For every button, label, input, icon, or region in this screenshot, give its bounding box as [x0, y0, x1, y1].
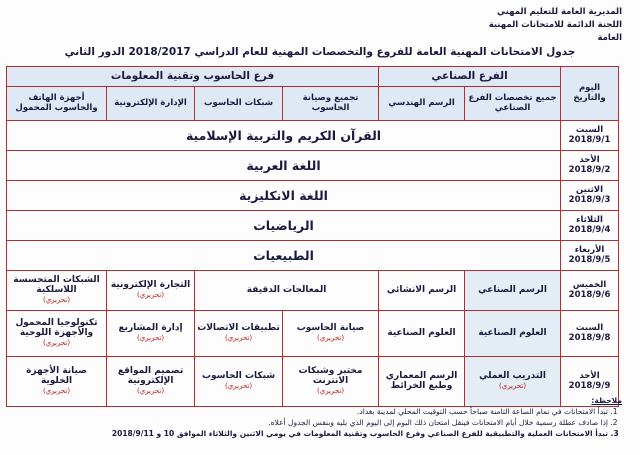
- subject-cell: تكنولوجيا المحمول والأجهزة اللوحية (تحريري): [7, 311, 107, 357]
- subject-cell: صيانة الأجهزة الخلوية (تحريري): [7, 357, 107, 407]
- day-cell: الأحد 2018/9/2: [561, 151, 619, 181]
- header-line-1: المديرية العامة للتعليم المهني: [497, 7, 622, 17]
- header-phones: أجهزة الهاتف والحاسوب المحمول: [7, 87, 107, 121]
- note-3: 3. تبدأ الامتحانات العملية والتطبيقية للفرع الصناعي وفرع الحاسوب وتقنية المعلومات في يومي الاثنين والثلاثاء الموافق 10 و 2018/9/11: [12, 428, 608, 439]
- exam-schedule-table: [6, 66, 619, 407]
- header-day-date: اليوم والتاريخ: [561, 67, 619, 121]
- table-row: [7, 211, 619, 241]
- subject-cell: المعالجات الدقيقة: [195, 271, 379, 311]
- header-ind-all: جميع تخصصات الفرع الصناعي: [465, 87, 561, 121]
- page-title: جدول الامتحانات المهنية العامة للفروع والتخصصات المهنية للعام الدراسي 2018/2017 الدور الثاني: [64, 46, 576, 58]
- note-1: 1. تبدأ الامتحانات في تمام الساعة الثامنة صباحاً حسب التوقيت المحلي لمدينة بغداد.: [12, 406, 608, 417]
- subject-cell: مختبر وشبكات الانترنت (تحريري): [283, 357, 379, 407]
- notes-label: ملاحظة:: [591, 396, 622, 405]
- subject-cell: التجارة الإلكترونية (تحريري): [107, 271, 195, 311]
- day-cell: الأحد 2018/9/9: [561, 357, 619, 407]
- notes-section: [12, 395, 622, 439]
- header-comp-networks: شبكات الحاسوب: [195, 87, 283, 121]
- table-row: [7, 121, 619, 151]
- header-industrial-branch: الفرع الصناعي: [379, 67, 561, 87]
- day-cell: السبت 2018/9/1: [561, 121, 619, 151]
- subject-cell: تصميم المواقع الإلكترونية (تحريري): [107, 357, 195, 407]
- note-2: 2. إذا صادف عطلة رسمية خلال أيام الامتحانات فينقل امتحان ذلك اليوم إلى اليوم الذي يليه وبنفس الجدول أعلاه.: [12, 417, 608, 428]
- header-line-2: اللجنة الدائمة للامتحانات المهنية العامة: [488, 20, 622, 43]
- header-comp-assembly: تجميع وصيانة الحاسوب: [283, 87, 379, 121]
- common-subject: الطبيعيات: [7, 241, 561, 271]
- header-e-admin: الإدارة الإلكترونية: [107, 87, 195, 121]
- table-row: [7, 311, 619, 357]
- table-row: [7, 181, 619, 211]
- subject-cell: تطبيقات الاتصالات (تحريري): [195, 311, 283, 357]
- table-row: [7, 241, 619, 271]
- subject-cell: الشبكات المتحسسة اللاسلكية (تحريري): [7, 271, 107, 311]
- subject-cell: إدارة المشاريع (تحريري): [107, 311, 195, 357]
- table-row: [7, 151, 619, 181]
- common-subject: اللغة العربية: [7, 151, 561, 181]
- subject-cell: التدريب العملي (تحريري): [465, 357, 561, 407]
- day-cell: الثلاثاء 2018/9/4: [561, 211, 619, 241]
- common-subject: الرياضيات: [7, 211, 561, 241]
- header-computer-branch: فرع الحاسوب وتقنية المعلومات: [7, 67, 379, 87]
- subject-cell: الرسم الانشائي: [379, 271, 465, 311]
- subject-cell: العلوم الصناعية: [465, 311, 561, 357]
- subject-cell: الرسم المعماري وطبع الخرائط: [379, 357, 465, 407]
- subject-cell: الرسم الصناعي: [465, 271, 561, 311]
- table-row: [7, 271, 619, 311]
- day-cell: الاثنين 2018/9/3: [561, 181, 619, 211]
- day-cell: الخميس 2018/9/6: [561, 271, 619, 311]
- subject-cell: العلوم الصناعية: [379, 311, 465, 357]
- common-subject: القرآن الكريم والتربية الإسلامية: [7, 121, 561, 151]
- common-subject: اللغة الانكليزية: [7, 181, 561, 211]
- subject-cell: صيانة الحاسوب (تحريري): [283, 311, 379, 357]
- ministry-header: [462, 6, 622, 45]
- header-eng-drawing: الرسم الهندسي: [379, 87, 465, 121]
- day-cell: السبت 2018/9/8: [561, 311, 619, 357]
- subject-cell: شبكات الحاسوب (تحريري): [195, 357, 283, 407]
- day-cell: الأربعاء 2018/9/5: [561, 241, 619, 271]
